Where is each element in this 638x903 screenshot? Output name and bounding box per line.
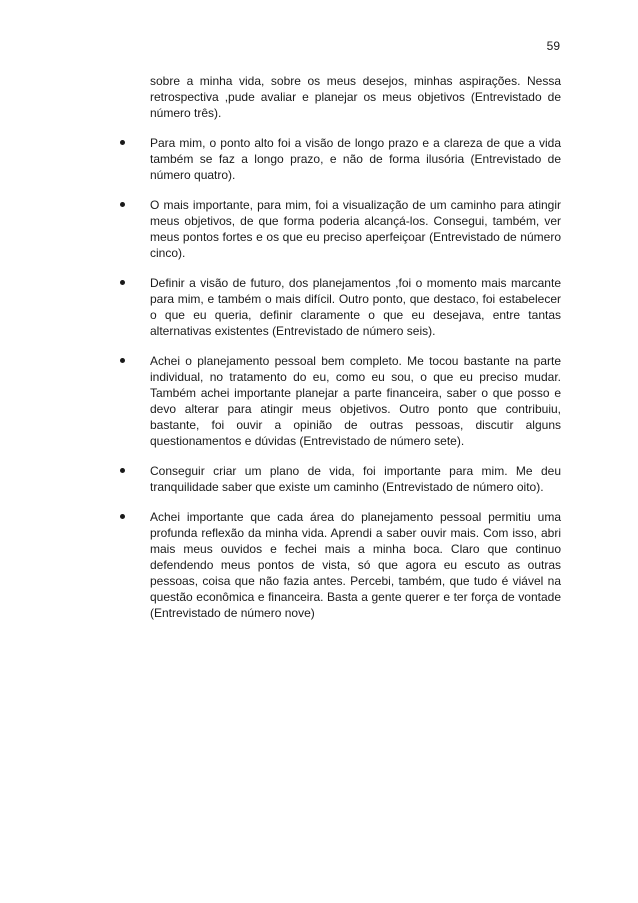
bullet-icon <box>120 202 125 207</box>
list-item <box>150 197 561 261</box>
page-content <box>150 73 561 635</box>
page-number: 59 <box>546 39 560 53</box>
list-item-text: Definir a visão de futuro, dos planejamentos ,foi o momento mais marcante para mim, e também o mais difícil. Outro ponto, que destaco, foi estabelecer o que eu queria, definir claramente o que eu desejava, entre tantas alternativas existentes (Entrevistado de número seis). <box>150 276 561 338</box>
bullet-icon <box>120 514 125 519</box>
bullet-icon <box>120 140 125 145</box>
bullet-icon <box>120 468 125 473</box>
list-item-text: Para mim, o ponto alto foi a visão de longo prazo e a clareza de que a vida também se faz a longo prazo, e não de forma ilusória (Entrevistado de número quatro). <box>150 136 561 182</box>
intro-paragraph: sobre a minha vida, sobre os meus desejos, minhas aspirações. Nessa retrospectiva ,pude avaliar e planejar os meus objetivos (Entrevistado de número três). <box>150 74 561 120</box>
bullet-icon <box>120 358 125 363</box>
list-item-text: Achei importante que cada área do planejamento pessoal permitiu uma profunda reflexão da minha vida. Aprendi a saber ouvir mais. Com isso, abri mais meus ouvidos e fechei mais a minha boca. Claro que continuo defendendo meus pontos de vista, só que agora eu escuto as outras pessoas, coisa que não fazia antes. Percebi, também, que tudo é viável na questão econômica e financeira. Basta a gente querer e ter força de vontade (Entrevistado de número nove) <box>150 510 561 620</box>
list-item <box>150 353 561 449</box>
list-item <box>150 463 561 495</box>
list-item <box>150 509 561 621</box>
list-item <box>150 275 561 339</box>
list-item-text: Conseguir criar um plano de vida, foi importante para mim. Me deu tranquilidade saber que existe um caminho (Entrevistado de número oito). <box>150 464 561 494</box>
list-item-text: Achei o planejamento pessoal bem completo. Me tocou bastante na parte individual, no tratamento do eu, como eu sou, o que eu preciso mudar. Também achei importante planejar a parte financeira, saber o que posso e devo alterar para atingir meus objetivos. Outro ponto que contribuiu, bastante, foi ouvir a opinião de outras pessoas, discutir alguns questionamentos e dúvidas (Entrevistado de número sete). <box>150 354 561 448</box>
list-item <box>150 135 561 183</box>
list-item-text: O mais importante, para mim, foi a visualização de um caminho para atingir meus objetivos, de que forma poderia alcançá-los. Consegui, também, ver meus pontos fortes e os que eu preciso aperfeiçoar (Entrevistado de número cinco). <box>150 198 561 260</box>
bullet-icon <box>120 280 125 285</box>
